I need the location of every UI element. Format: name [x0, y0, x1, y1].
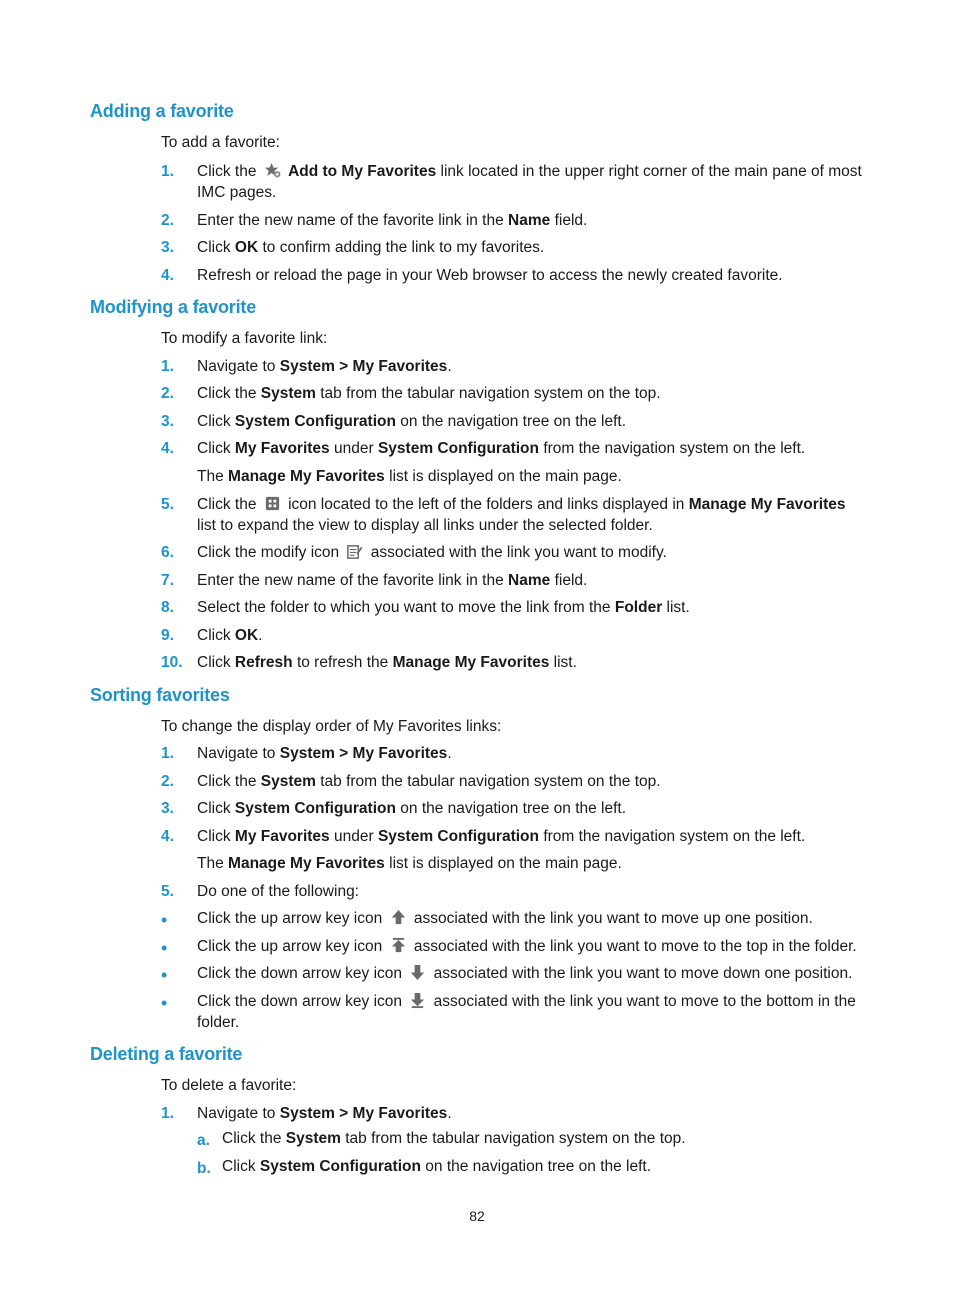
step-number: 4. [161, 440, 174, 457]
step-number: 9. [161, 627, 174, 644]
step-text: Click My Favorites under System Configuration from the navigation system on the left. [197, 440, 806, 457]
step-number: 2. [161, 385, 174, 402]
section-intro: To add a favorite: [161, 134, 280, 151]
section-intro: To delete a favorite: [161, 1077, 297, 1094]
step-number: 3. [161, 413, 174, 430]
section-heading-sorting: Sorting favorites [90, 685, 230, 705]
step-text: Enter the new name of the favorite link in the Name field. [197, 212, 588, 229]
step-text: Click the icon located to the left of the folders and links displayed in Manage My Favorites list to expand the view to display all links under the selected folder. [197, 496, 846, 534]
step-text: Click the System tab from the tabular navigation system on the top. [197, 773, 661, 790]
step-text: Navigate to System > My Favorites. [197, 358, 452, 375]
step-text: Navigate to System > My Favorites. [197, 1105, 452, 1122]
step-number: 3. [161, 239, 174, 256]
step-text: Enter the new name of the favorite link in the Name field. [197, 572, 588, 589]
step-text: Do one of the following: [197, 883, 359, 900]
step-number: 5. [161, 496, 174, 513]
step-text: Navigate to System > My Favorites. [197, 745, 452, 762]
section-intro: To modify a favorite link: [161, 330, 328, 347]
bullet-text: Click the down arrow key icon associated with the link you want to move down one position. [197, 965, 853, 982]
step-number: 1. [161, 358, 174, 375]
substep-letter: a. [197, 1132, 210, 1149]
step-text: Click OK to confirm adding the link to my favorites. [197, 239, 545, 256]
page-number: 82 [469, 1208, 485, 1224]
substep-letter: b. [197, 1160, 211, 1177]
step-number: 1. [161, 1105, 174, 1122]
step-number: 10. [161, 654, 183, 671]
move-to-top-icon [390, 937, 407, 954]
step-note: The Manage My Favorites list is displayed on the main page. [197, 855, 622, 872]
bullet-icon: • [161, 938, 168, 958]
section-heading-deleting: Deleting a favorite [90, 1044, 243, 1064]
section-heading-adding: Adding a favorite [90, 101, 234, 121]
down-arrow-icon [409, 964, 426, 981]
step-text: Click OK. [197, 627, 263, 644]
section-heading-modifying: Modifying a favorite [90, 297, 257, 317]
bullet-icon: • [161, 910, 168, 930]
step-text: Click the Add to My Favorites link located in the upper right corner of the main pane of most IMC pages. [197, 163, 862, 201]
step-text: Click the modify icon associated with the link you want to modify. [197, 544, 667, 561]
substep-text: Click the System tab from the tabular navigation system on the top. [222, 1130, 686, 1147]
step-text: Click the System tab from the tabular navigation system on the top. [197, 385, 661, 402]
step-number: 7. [161, 572, 174, 589]
section-intro: To change the display order of My Favorites links: [161, 718, 502, 735]
step-number: 4. [161, 828, 174, 845]
step-number: 3. [161, 800, 174, 817]
step-text: Refresh or reload the page in your Web browser to access the newly created favorite. [197, 267, 783, 284]
move-to-bottom-icon [409, 992, 426, 1009]
step-text: Click My Favorites under System Configuration from the navigation system on the left. [197, 828, 806, 845]
step-text: Click Refresh to refresh the Manage My Favorites list. [197, 654, 577, 671]
up-arrow-icon [390, 909, 407, 926]
favorite-star-icon [264, 162, 281, 179]
bullet-text: Click the down arrow key icon associated with the link you want to move to the bottom in the folder. [197, 993, 856, 1031]
step-number: 6. [161, 544, 174, 561]
step-text: Click System Configuration on the navigation tree on the left. [197, 413, 627, 430]
step-number: 5. [161, 883, 174, 900]
step-text: Select the folder to which you want to move the link from the Folder list. [197, 599, 690, 616]
step-number: 4. [161, 267, 174, 284]
step-number: 1. [161, 163, 174, 180]
modify-icon [346, 543, 363, 560]
substep-text: Click System Configuration on the navigation tree on the left. [222, 1158, 652, 1175]
step-number: 1. [161, 745, 174, 762]
bullet-icon: • [161, 965, 168, 985]
step-number: 2. [161, 212, 174, 229]
step-number: 2. [161, 773, 174, 790]
bullet-icon: • [161, 993, 168, 1013]
bullet-text: Click the up arrow key icon associated with the link you want to move up one position. [197, 910, 813, 927]
step-number: 8. [161, 599, 174, 616]
step-note: The Manage My Favorites list is displayed on the main page. [197, 468, 622, 485]
bullet-text: Click the up arrow key icon associated with the link you want to move to the top in the folder. [197, 938, 857, 955]
step-text: Click System Configuration on the navigation tree on the left. [197, 800, 627, 817]
expand-icon [264, 495, 281, 512]
